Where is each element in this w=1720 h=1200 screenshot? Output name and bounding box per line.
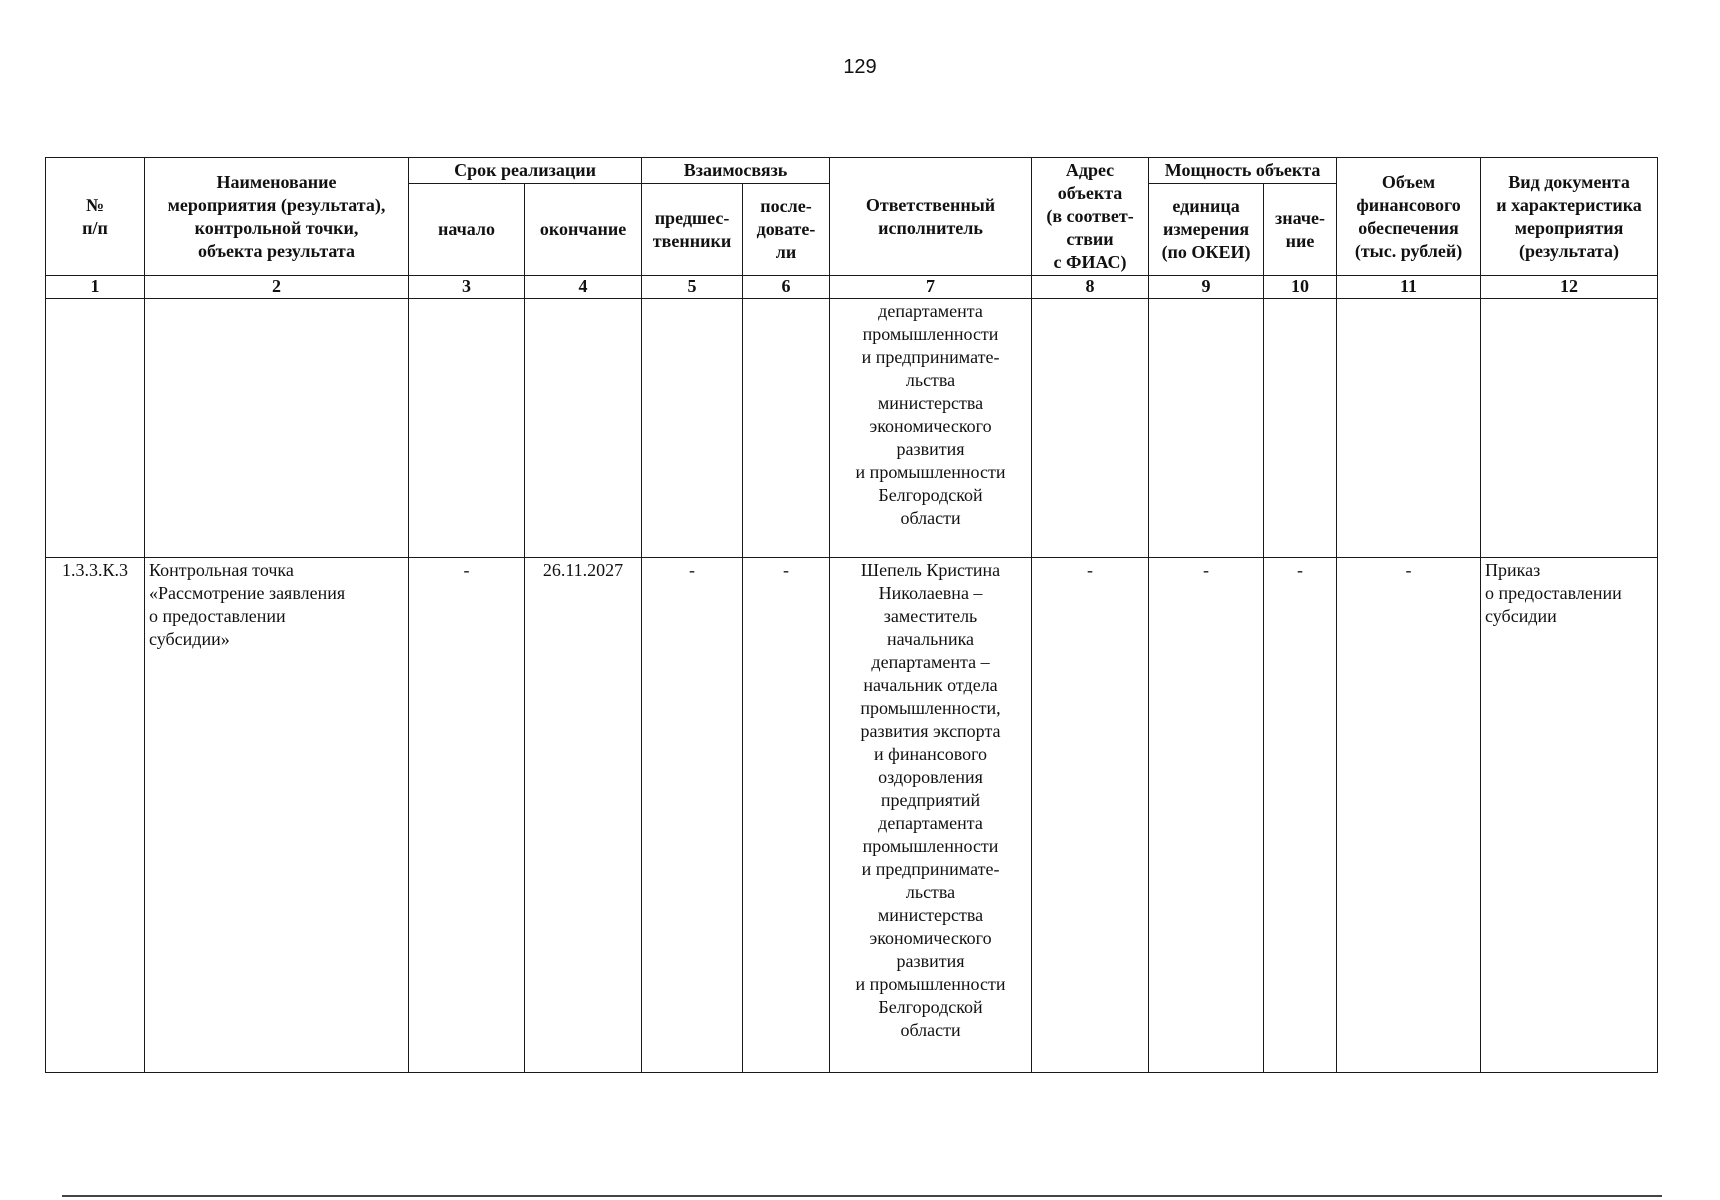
table-cell [145, 299, 409, 558]
header-term-group: Срок реализации [409, 158, 642, 184]
row-doc-type: Приказ о предоставлении субсидии [1481, 558, 1658, 1073]
column-number: 6 [743, 276, 830, 299]
column-number-row [46, 276, 1658, 299]
table-cell [642, 299, 743, 558]
row-finance: - [1337, 558, 1481, 1073]
header-capacity-unit: единица измерения (по ОКЕИ) [1149, 184, 1264, 276]
row-prev: - [642, 558, 743, 1073]
column-number: 4 [525, 276, 642, 299]
column-number: 2 [145, 276, 409, 299]
table-cell [1481, 299, 1658, 558]
row-num: 1.3.3.К.3 [46, 558, 145, 1073]
row-next: - [743, 558, 830, 1073]
column-number: 5 [642, 276, 743, 299]
header-term-end: окончание [525, 184, 642, 276]
column-number: 1 [46, 276, 145, 299]
row-value: - [1264, 558, 1337, 1073]
header-finance: Объем финансового обеспечения (тыс. рублей) [1337, 158, 1481, 276]
table-cell [743, 299, 830, 558]
header-capacity-value: значе- ние [1264, 184, 1337, 276]
page-number: 129 [843, 56, 877, 78]
column-number: 9 [1149, 276, 1264, 299]
column-number: 10 [1264, 276, 1337, 299]
table-cell [525, 299, 642, 558]
table-cell [1032, 299, 1149, 558]
table-cell [1149, 299, 1264, 558]
activity-plan-table [45, 157, 1658, 1073]
scan-edge-line [62, 1195, 1662, 1197]
header-doc-type: Вид документа и характеристика мероприятия (результата) [1481, 158, 1658, 276]
row-unit: - [1149, 558, 1264, 1073]
header-num: № п/п [46, 158, 145, 276]
table-cell [1264, 299, 1337, 558]
header-link-group: Взаимосвязь [642, 158, 830, 184]
table-cell [409, 299, 525, 558]
responsible-continued: департамента промышленности и предпринимате- льства министерства экономического развития и промышленности Белгородской области [830, 299, 1032, 558]
row-end: 26.11.2027 [525, 558, 642, 1073]
column-number: 7 [830, 276, 1032, 299]
table-cell [46, 299, 145, 558]
continuation-row [46, 299, 1658, 558]
header-link-next: после- довате- ли [743, 184, 830, 276]
column-number: 3 [409, 276, 525, 299]
row-responsible: Шепель Кристина Николаевна – заместитель начальника департамента – начальник отдела промышленности, развития экспорта и финансового оздоровления предприятий департамента промышленности и предпринимате- льства министерства экономического развития и промышленности Белгородской области [830, 558, 1032, 1073]
header-name: Наименование мероприятия (результата), контрольной точки, объекта результата [145, 158, 409, 276]
column-number: 8 [1032, 276, 1149, 299]
table-row [46, 558, 1658, 1073]
table-cell [1337, 299, 1481, 558]
header-address: Адрес объекта (в соответ- ствии с ФИАС) [1032, 158, 1149, 276]
header-term-start: начало [409, 184, 525, 276]
column-number: 11 [1337, 276, 1481, 299]
header-capacity-group: Мощность объекта [1149, 158, 1337, 184]
header-responsible: Ответственный исполнитель [830, 158, 1032, 276]
row-start: - [409, 558, 525, 1073]
header-link-prev: предшес- твенники [642, 184, 743, 276]
row-name: Контрольная точка «Рассмотрение заявления о предоставлении субсидии» [145, 558, 409, 1073]
row-address: - [1032, 558, 1149, 1073]
column-number: 12 [1481, 276, 1658, 299]
